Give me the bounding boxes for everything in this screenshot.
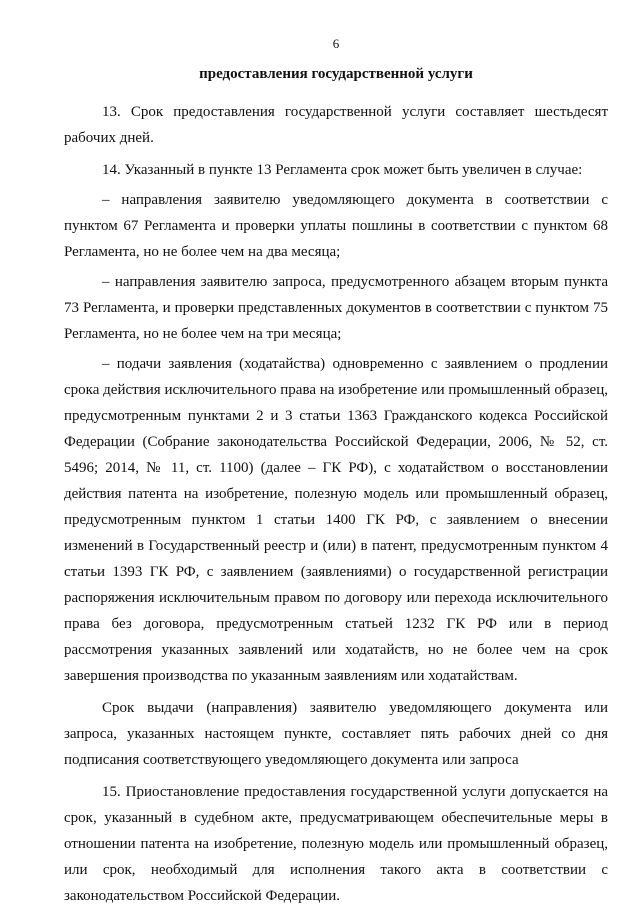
list-item-request: – направления заявителю запроса, предусмотренного абзацем вторым пункта 73 Регламента, и проверки представленных документов в соответствии с пунктом 75 Регламента, но не более чем на три месяца; (64, 274, 608, 342)
page-number: 6 (332, 36, 340, 51)
paragraph-13: 13. Срок предоставления государственной услуги составляет шестьдесят рабочих дней. (64, 104, 608, 146)
paragraph-15: 15. Приостановление предоставления государственной услуги допускается на срок, указанный в судебном акте, предусматривающем обеспечительные меры в отношении патента на изобретение, полезную модель или промышленный образец, или срок, необходимый для исполнения такого акта в соответствии с законодательством Российской Федерации. (64, 784, 608, 904)
section-heading: предоставления государственной услуги (199, 66, 473, 82)
list-item-notification: – направления заявителю уведомляющего документа в соответствии с пунктом 67 Регламента и проверки уплаты пошлины в соответствии с пунктом 68 Регламента, но не более чем на два месяца; (64, 192, 608, 260)
list-item-application: – подачи заявления (ходатайства) одновременно с заявлением о продлении срока действия исключительного права на изобретение или промышленный образец, предусмотренным пунктами 2 и 3 статьи 1363 Гражданского кодекса Российской Федерации (Собрание законодательства Российской Федерации, 2006, № 52, ст. 5496; 2014, № 11, ст. 1100) (далее – ГК РФ), с ходатайством о восстановлении действия патента на изобретение, полезную модель или промышленный образец, предусмотренным пунктом 1 статьи 1400 ГК РФ, с заявлением о внесении изменений в Государственный реестр и (или) в патент, предусмотренным пунктом 4 статьи 1393 ГК РФ, с заявлением (заявлениями) о государственной регистрации распоряжения исключительным правом по договору или перехода исключительного права без договора, предусмотренным статьей 1232 ГК РФ или в период рассмотрения указанных заявлений или ходатайств, но не более чем на срок завершения производства по указанным заявлениям или ходатайствам. (64, 356, 608, 684)
paragraph-14: 14. Указанный в пункте 13 Регламента срок может быть увеличен в случае: (102, 162, 583, 178)
paragraph-issue-term: Срок выдачи (направления) заявителю уведомляющего документа или запроса, указанных настоящем пункте, составляет пять рабочих дней со дня подписания соответствующего уведомляющего документа или запроса (64, 700, 608, 768)
